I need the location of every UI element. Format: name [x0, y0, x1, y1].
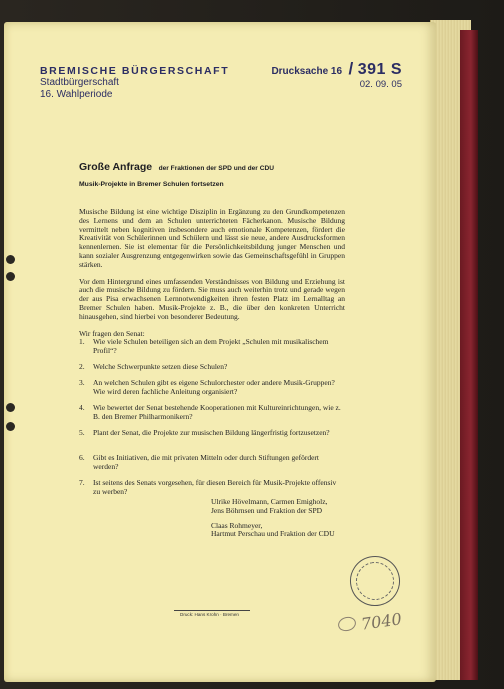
- question-text: Ist seitens des Senats vorgesehen, für diesen Bereich für Musik-Projekte offensiv zu werben?: [93, 478, 337, 496]
- question-number: 5.: [79, 428, 85, 437]
- signatory-line: Claas Rohmeyer,: [211, 520, 263, 530]
- binder-hole: [6, 272, 15, 281]
- question-number: 4.: [79, 403, 85, 412]
- signatory-line: Hartmut Perschau und Fraktion der CDU: [211, 529, 335, 539]
- question-number: 7.: [79, 478, 85, 487]
- document-date: 02. 09. 05: [359, 79, 402, 90]
- paragraph: Musische Bildung ist eine wichtige Disziplin in Ergänzung zu den Grundkompetenzen des Lernens und dem an Schulen unterrichteten Fächerkanon. Musische Bildung vermittelt neben kognitiven insbesondere auch emotionale Kompetenzen, fördert die Kreativität von Schülerinnen und Schülern und lässt sie neue, andere Ausdrucksformen kennenlernen. Sie ist elementar für die Persönlichkeitsbildung junger Menschen und kann sozialer Ausgrenzung entgegenwirken sowie das Gemeinschaftsgefühl in Gruppen stärken.: [79, 207, 345, 269]
- signatory-line: Jens Böhrnsen und Fraktion der SPD: [211, 505, 323, 515]
- book-cover: [460, 30, 478, 680]
- question-text: Wie bewertet der Senat bestehende Kooperationen mit Kultureinrichtungen, wie z. B. den Bremer Philharmonikern?: [93, 403, 341, 421]
- signatory-cdu: [211, 522, 335, 540]
- paragraph: Wir fragen den Senat:: [79, 328, 145, 338]
- question-number: 6.: [79, 453, 85, 462]
- body-text: [79, 208, 345, 346]
- document-title: [79, 157, 274, 175]
- binder-hole: [6, 403, 15, 412]
- question-number: 2.: [79, 362, 85, 371]
- printer-imprint: Druck: Hans Krohn · Bremen: [180, 612, 239, 617]
- binder-hole: [6, 255, 15, 264]
- legislative-period: 16. Wahlperiode: [40, 89, 113, 100]
- paragraph: Vor dem Hintergrund eines umfassenden Verständnisses von Bildung und Erziehung ist auch die musische Bildung zu fördern. Sie muss auch weiterhin trotz und gerade wegen der aus Pisa erwachsenen Lernnotwendigkeiten ihren festen Platz im Lernalltag an Bremer Schulen haben. Musik-Projekte z. B., die über den konkreten Unterricht hinausgehen, sind hierbei von besonderer Bedeutung.: [79, 276, 345, 321]
- signatories: [211, 498, 335, 545]
- question-text: Gibt es Initiativen, die mit privaten Mitteln oder durch Stiftungen gefördert werden?: [93, 453, 319, 471]
- question-number: 3.: [79, 378, 85, 387]
- title-sub: der Fraktionen der SPD und der CDU: [158, 165, 274, 172]
- title-main: Große Anfrage: [79, 161, 153, 173]
- drucksache-label: Drucksache 16: [271, 66, 343, 77]
- question-text: Wie viele Schulen beteiligen sich an dem Projekt „Schulen mit musikalischem Profil“?: [93, 337, 329, 355]
- handwritten-archive-number: 7040: [359, 609, 403, 634]
- stamp-inner-ring: [352, 558, 397, 603]
- question-text: Plant der Senat, die Projekte zur musischen Bildung längerfristig fortzusetzen?: [93, 428, 330, 437]
- document-subject: Musik-Projekte in Bremer Schulen fortsetzen: [79, 181, 224, 188]
- drucksache-id: [262, 59, 402, 79]
- question-text: An welchen Schulen gibt es eigene Schulorchester oder andere Musik-Gruppen? Wie wird deren fachliche Anleitung organisiert?: [93, 378, 335, 396]
- letterhead: [40, 65, 229, 101]
- drucksache-block: [262, 59, 402, 90]
- chamber-name: Stadtbürgerschaft: [40, 77, 119, 88]
- binder-hole: [6, 422, 15, 431]
- question-number: 1.: [79, 337, 85, 346]
- drucksache-slash: /: [348, 59, 354, 78]
- signatory-line: Ulrike Hövelmann, Carmen Emigholz,: [211, 497, 328, 506]
- organization-name: BREMISCHE BÜRGERSCHAFT: [40, 65, 230, 77]
- question-text: Welche Schwerpunkte setzen diese Schulen?: [93, 362, 228, 371]
- signatory-spd: [211, 498, 335, 516]
- drucksache-number: 391 S: [357, 61, 402, 78]
- footer-divider: [174, 610, 250, 611]
